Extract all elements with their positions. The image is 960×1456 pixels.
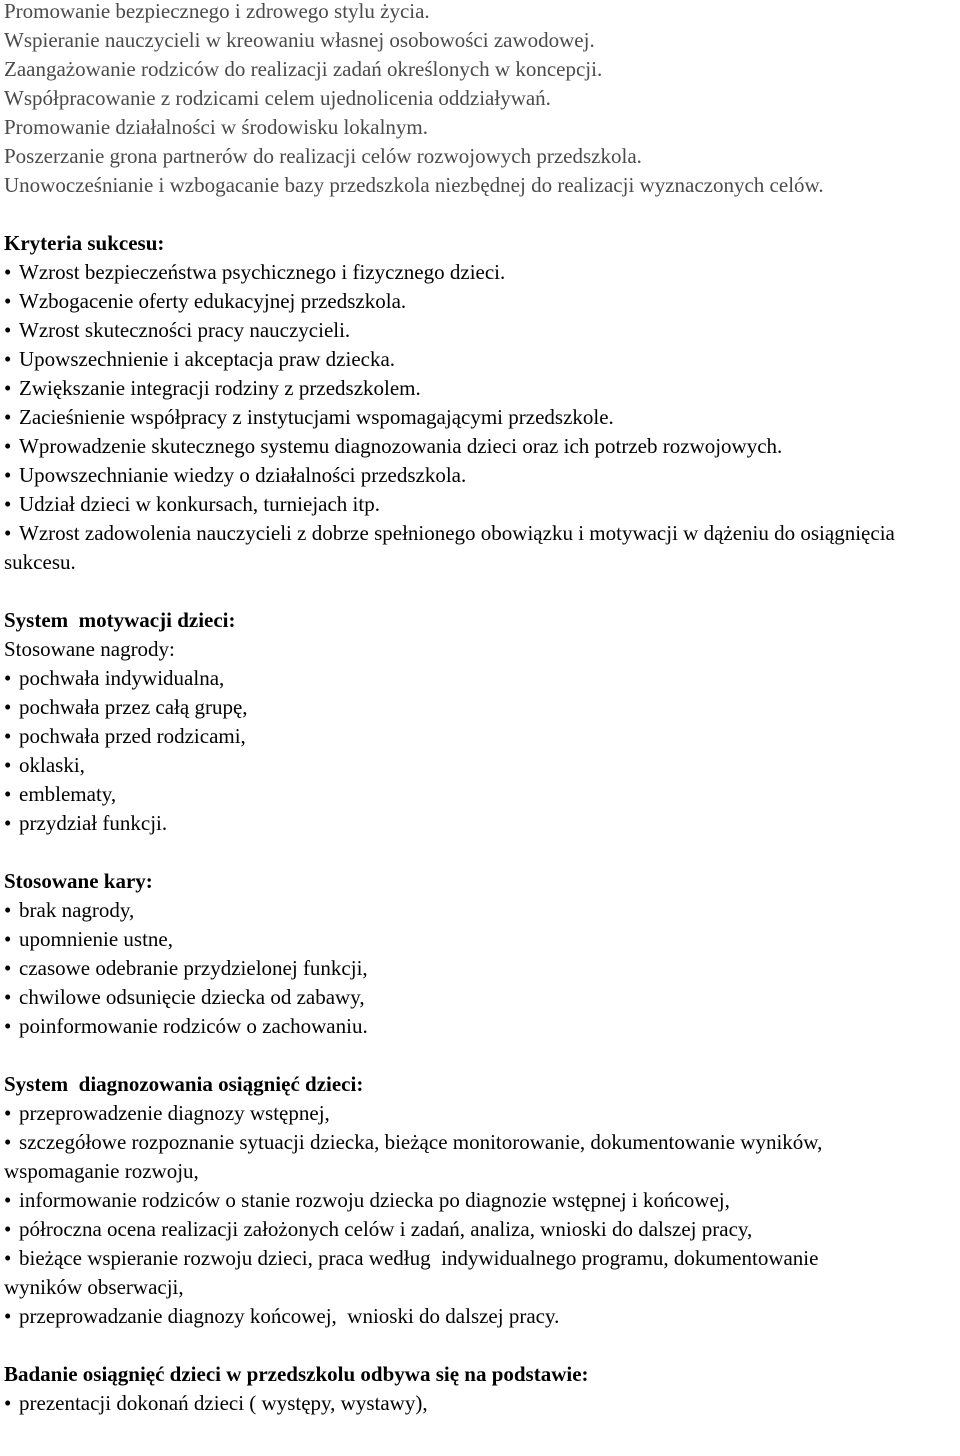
diagnosis-section: [4, 1070, 954, 1331]
reward-item: • pochwała przez całą grupę,: [4, 693, 954, 722]
intro-line: Promowanie działalności w środowisku lokalnym.: [4, 115, 429, 139]
intro-line: Unowocześnianie i wzbogacanie bazy przedszkola niezbędnej do realizacji wyznaczonych celów.: [4, 173, 824, 197]
intro-line: Współpracowanie z rodzicami celem ujednolicenia oddziaływań.: [4, 86, 551, 110]
assessment-heading: Badanie osiągnięć dzieci w przedszkolu odbywa się na podstawie:: [4, 1362, 589, 1386]
criteria-item: • Wzbogacenie oferty edukacyjnej przedszkola.: [4, 287, 954, 316]
diagnosis-item: • szczegółowe rozpoznanie sytuacji dziecka, bieżące monitorowanie, dokumentowanie wyników, wspomaganie rozwoju,: [4, 1128, 904, 1186]
criteria-section: [4, 229, 954, 577]
penalties-heading: Stosowane kary:: [4, 869, 153, 893]
criteria-list: [4, 258, 954, 577]
motivation-section: [4, 606, 954, 838]
diagnosis-item: • półroczna ocena realizacji założonych celów i zadań, analiza, wnioski do dalszej pracy,: [4, 1215, 954, 1244]
intro-line: Wspieranie nauczycieli w kreowaniu własnej osobowości zawodowej.: [4, 28, 595, 52]
penalty-item: • czasowe odebranie przydzielonej funkcji,: [4, 954, 954, 983]
penalty-item: • brak nagrody,: [4, 896, 954, 925]
diagnosis-item: • bieżące wspieranie rozwoju dzieci, praca według indywidualnego programu, dokumentowanie wyników obserwacji,: [4, 1244, 824, 1302]
motivation-heading: System motywacji dzieci:: [4, 608, 236, 632]
criteria-item: • Wzrost skuteczności pracy nauczycieli.: [4, 316, 954, 345]
criteria-item: • Upowszechnianie wiedzy o działalności przedszkola.: [4, 461, 954, 490]
document-page: [4, 0, 954, 1418]
criteria-item: • Zacieśnienie współpracy z instytucjami wspomagającymi przedszkole.: [4, 403, 954, 432]
rewards-subheading: Stosowane nagrody:: [4, 637, 175, 661]
diagnosis-item: • informowanie rodziców o stanie rozwoju dziecka po diagnozie wstępnej i końcowej,: [4, 1186, 954, 1215]
intro-line: Poszerzanie grona partnerów do realizacji celów rozwojowych przedszkola.: [4, 144, 642, 168]
criteria-item: • Zwiększanie integracji rodziny z przedszkolem.: [4, 374, 954, 403]
penalty-item: • chwilowe odsunięcie dziecka od zabawy,: [4, 983, 954, 1012]
criteria-item: • Wzrost zadowolenia nauczycieli z dobrze spełnionego obowiązku i motywacji w dążeniu do osiągnięcia sukcesu.: [4, 519, 959, 577]
reward-item: • emblematy,: [4, 780, 954, 809]
criteria-item: • Upowszechnienie i akceptacja praw dziecka.: [4, 345, 954, 374]
spacer: [4, 838, 954, 867]
reward-item: • pochwała przed rodzicami,: [4, 722, 954, 751]
diagnosis-heading: System diagnozowania osiągnięć dzieci:: [4, 1072, 364, 1096]
spacer: [4, 1331, 954, 1360]
reward-item: • pochwała indywidualna,: [4, 664, 954, 693]
diagnosis-item: • przeprowadzanie diagnozy końcowej, wnioski do dalszej pracy.: [4, 1302, 954, 1331]
penalties-section: [4, 867, 954, 1041]
criteria-item: • Wzrost bezpieczeństwa psychicznego i fizycznego dzieci.: [4, 258, 954, 287]
reward-item: • oklaski,: [4, 751, 954, 780]
criteria-item: • Udział dzieci w konkursach, turniejach itp.: [4, 490, 954, 519]
criteria-item: • Wprowadzenie skutecznego systemu diagnozowania dzieci oraz ich potrzeb rozwojowych.: [4, 432, 954, 461]
intro-line: Promowanie bezpiecznego i zdrowego stylu życia.: [4, 0, 430, 23]
spacer: [4, 200, 954, 229]
penalty-item: • poinformowanie rodziców o zachowaniu.: [4, 1012, 954, 1041]
diagnosis-list: [4, 1099, 954, 1331]
assessment-list: [4, 1389, 954, 1418]
spacer: [4, 1041, 954, 1070]
criteria-heading: Kryteria sukcesu:: [4, 231, 165, 255]
penalties-list: [4, 896, 954, 1041]
intro-section: [4, 0, 954, 200]
assessment-item: • prezentacji dokonań dzieci ( występy, wystawy),: [4, 1389, 954, 1418]
assessment-section: [4, 1360, 954, 1418]
diagnosis-item: • przeprowadzenie diagnozy wstępnej,: [4, 1099, 954, 1128]
penalty-item: • upomnienie ustne,: [4, 925, 954, 954]
rewards-list: [4, 664, 954, 838]
reward-item: • przydział funkcji.: [4, 809, 954, 838]
spacer: [4, 577, 954, 606]
intro-line: Zaangażowanie rodziców do realizacji zadań określonych w koncepcji.: [4, 57, 603, 81]
